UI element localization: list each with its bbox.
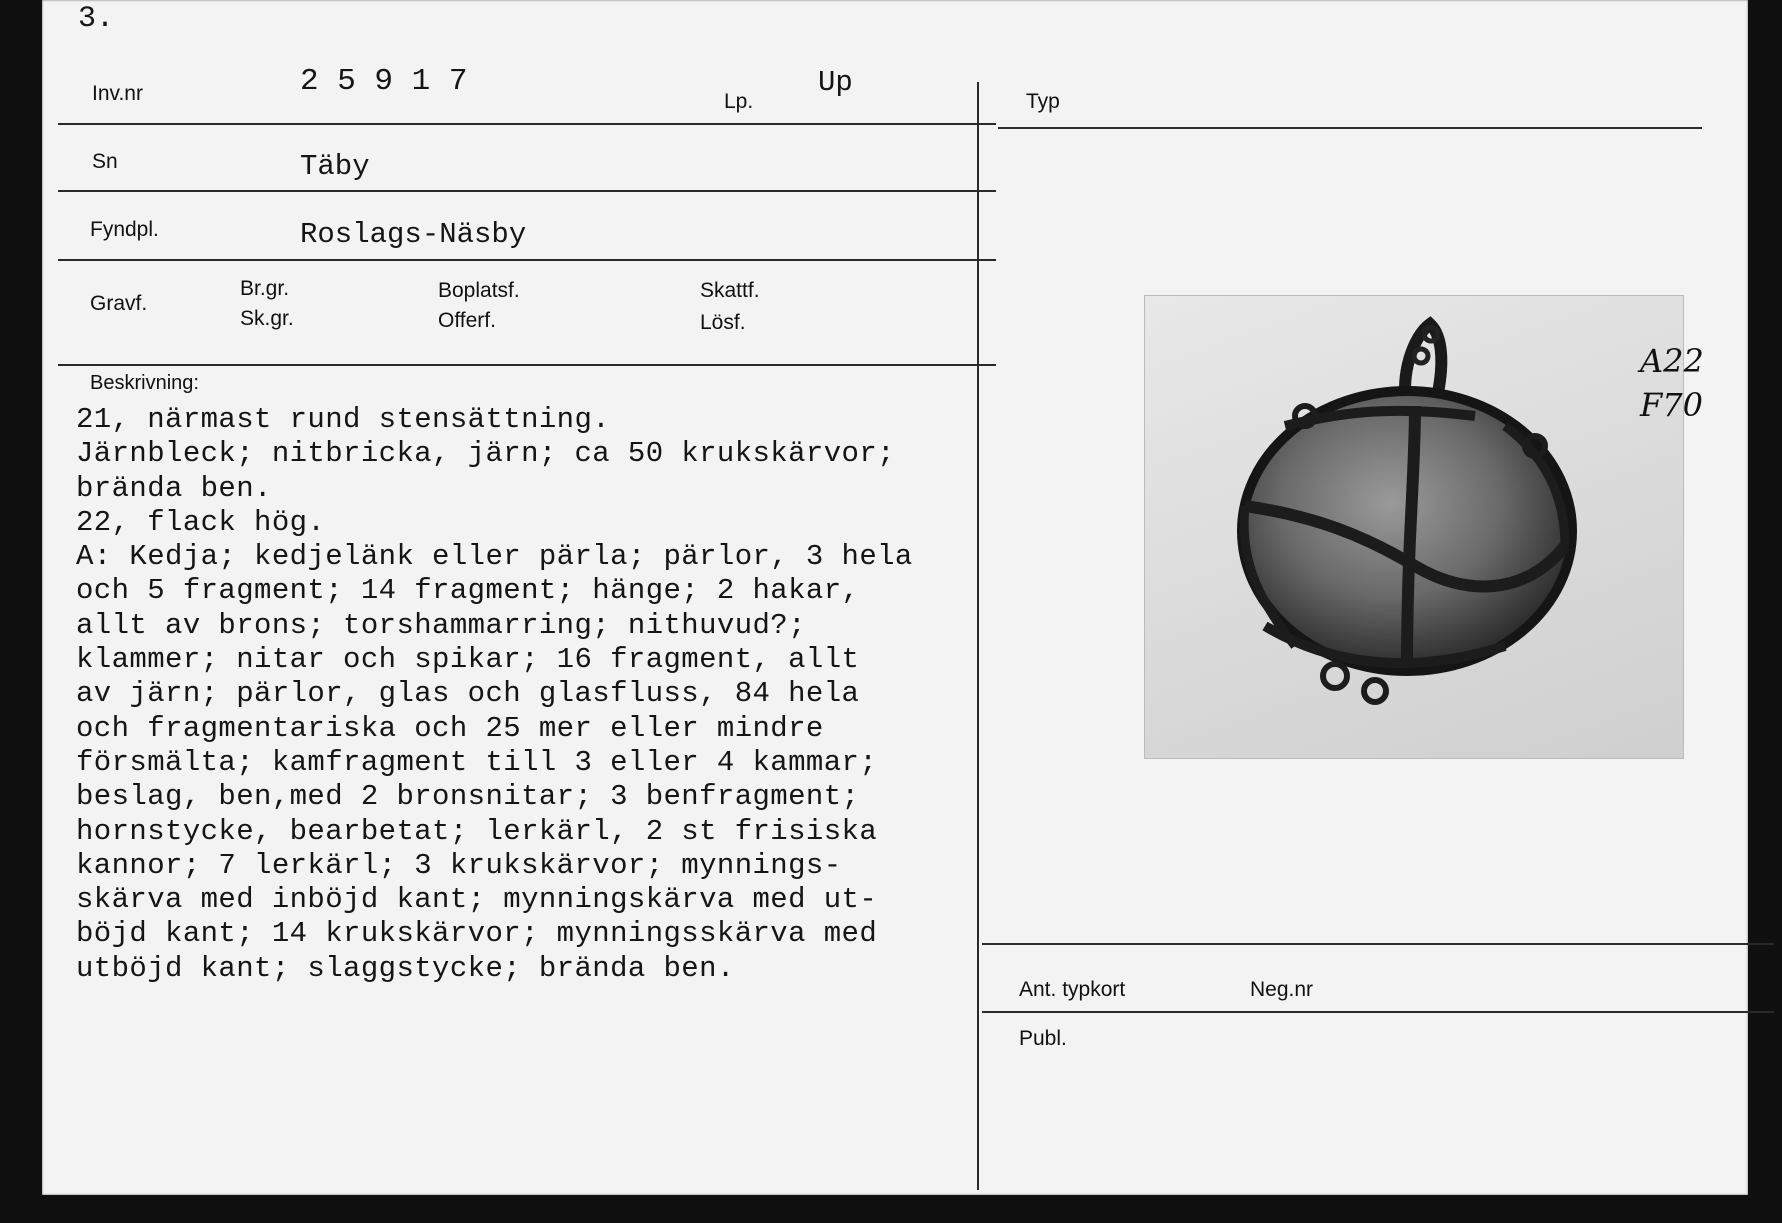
description-line: hornstycke, bearbetat; lerkärl, 2 st frisiska: [76, 814, 878, 848]
boplatsf-label: Boplatsf.: [438, 279, 520, 302]
divider-row-4: [58, 364, 996, 366]
description-line: böjd kant; 14 krukskärvor; mynningsskärva med: [76, 917, 878, 951]
description-line: och fragmentariska och 25 mer eller mindre: [76, 711, 824, 745]
description-line: allt av brons; torshammarring; nithuvud?;: [76, 608, 806, 642]
skattf-label: Skattf.: [700, 279, 760, 302]
divider-bottom-1: [982, 943, 1774, 945]
inv-nr-label: Inv.nr: [92, 82, 143, 105]
catalog-card: [42, 0, 1748, 1195]
handwritten-code-1: A22: [1640, 342, 1704, 380]
negnr-label: Neg.nr: [1250, 978, 1314, 1001]
brgr-label: Br.gr.: [240, 277, 290, 300]
divider-row-1: [58, 123, 996, 125]
description-line: klammer; nitar och spikar; 16 fragment, allt: [76, 643, 860, 677]
divider-bottom-2: [982, 1011, 1774, 1013]
losf-label: Lösf.: [700, 311, 746, 334]
description-line: Järnbleck; nitbricka, järn; ca 50 krukskärvor;: [76, 437, 895, 471]
vertical-divider: [977, 82, 979, 1190]
description-line: A: Kedja; kedjelänk eller pärla; pärlor, 3 hela: [76, 540, 913, 574]
description-line: utböjd kant; slaggstycke; brända ben.: [76, 951, 735, 985]
sn-value: Täby: [300, 150, 370, 183]
description-line: försmälta; kamfragment till 3 eller 4 kammar;: [76, 745, 878, 779]
divider-typ: [998, 127, 1702, 129]
fyndpl-value: Roslags-Näsby: [300, 218, 527, 251]
lp-label: Lp.: [724, 90, 754, 113]
description-line: kannor; 7 lerkärl; 3 krukskärvor; mynnings-: [76, 848, 842, 882]
description-line: skärva med inböjd kant; mynningskärva med ut-: [76, 883, 878, 917]
description-line: och 5 fragment; 14 fragment; hänge; 2 hakar,: [76, 574, 860, 608]
sn-label: Sn: [92, 150, 118, 173]
lp-value: Up: [818, 66, 853, 99]
description-line: 21, närmast rund stensättning.: [76, 403, 611, 436]
offerf-label: Offerf.: [438, 309, 496, 332]
artifact-photo: [1144, 295, 1684, 759]
ant-typkort-label: Ant. typkort: [1019, 978, 1126, 1001]
divider-row-2: [58, 190, 996, 192]
stone-pendant-illustration: [1145, 296, 1683, 758]
handwritten-code-2: F70: [1640, 386, 1703, 424]
gravf-label: Gravf.: [90, 292, 148, 315]
description-line: brända ben.: [76, 471, 272, 505]
description-line: 22, flack hög.: [76, 505, 326, 539]
skgr-label: Sk.gr.: [240, 307, 294, 330]
description-line: beslag, ben,med 2 bronsnitar; 3 benfragment;: [76, 780, 860, 814]
publ-label: Publ.: [1019, 1027, 1067, 1050]
description-line: av järn; pärlor, glas och glasfluss, 84 hela: [76, 677, 860, 711]
beskrivning-label: Beskrivning:: [90, 372, 199, 394]
card-number: 3.: [78, 2, 115, 36]
description-text: [76, 403, 913, 986]
typ-label: Typ: [1026, 90, 1060, 113]
inv-nr-value: 2 5 9 1 7: [300, 64, 468, 99]
fyndpl-label: Fyndpl.: [90, 218, 159, 241]
divider-row-3: [58, 259, 996, 261]
